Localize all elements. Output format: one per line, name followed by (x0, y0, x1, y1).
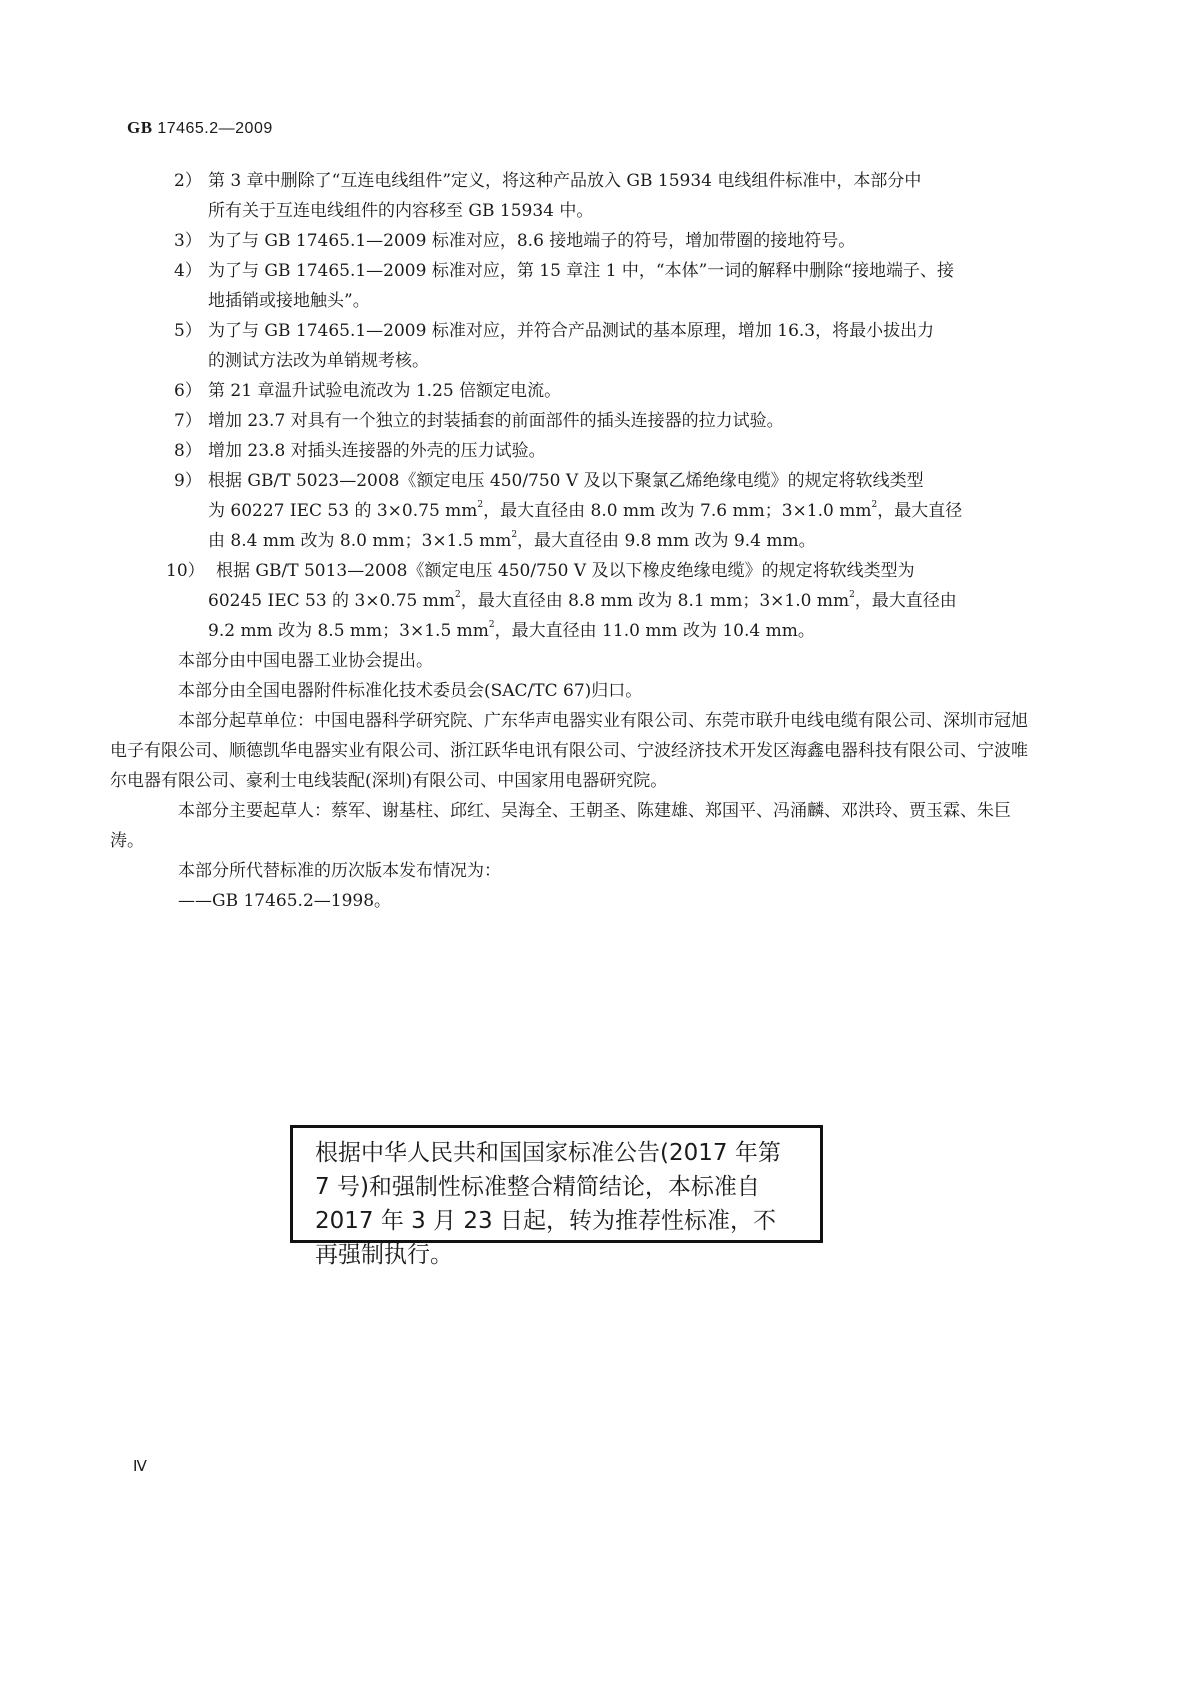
change-item (144, 256, 1044, 316)
paragraph-drafters: 本部分主要起草人：蔡军、谢基柱、邱红、吴海全、王朝圣、陈建雄、郑国平、冯涌麟、邓洪玲、贾玉霖、朱巨涛。 (110, 801, 1011, 851)
item-number: 2） (174, 171, 202, 191)
change-item (144, 226, 1044, 256)
item-line: 为了与 GB 17465.1—2009 标准对应，第 15 章注 1 中，“本体”一词的解释中删除“接地端子、接 (208, 261, 954, 281)
item-line: 为了与 GB 17465.1—2009 标准对应，并符合产品测试的基本原理，增加 16.3，将最小拔出力 (208, 321, 935, 341)
change-item (144, 166, 1044, 226)
item-number: 4） (174, 261, 202, 281)
item-line: 根据 GB/T 5023—2008《额定电压 450/750 V 及以下聚氯乙烯绝缘电缆》的规定将软线类型 (208, 471, 924, 491)
superscript: 2 (477, 500, 484, 511)
paragraph-centralized: 本部分由全国电器附件标准化技术委员会(SAC/TC 67)归口。 (178, 681, 643, 701)
page-number: Ⅳ (133, 1459, 147, 1475)
item-number: 3） (174, 231, 202, 251)
text-segment: ，最大直径由 (854, 591, 957, 611)
superscript: 2 (871, 500, 878, 511)
item-number: 10） (166, 561, 205, 581)
text-segment: 由 8.4 mm 改为 8.0 mm；3×1.5 mm (208, 531, 512, 551)
superscript: 2 (488, 620, 495, 631)
change-item-9 (144, 466, 1044, 556)
item-line: 的测试方法改为单销规考核。 (208, 351, 429, 371)
text-segment: 9.2 mm 改为 8.5 mm；3×1.5 mm (208, 621, 489, 641)
text-segment: ，最大直径由 8.8 mm 改为 8.1 mm；3×1.0 mm (460, 591, 850, 611)
item-line: 根据 GB/T 5013—2008《额定电压 450/750 V 及以下橡皮绝缘电缆》的规定将软线类型为 (216, 561, 915, 581)
change-item (144, 436, 1044, 466)
item-line (208, 616, 1044, 646)
item-line (208, 586, 1044, 616)
change-list (144, 166, 1044, 466)
document-header (127, 118, 273, 138)
item-line: 第 3 章中删除了“互连电线组件”定义，将这种产品放入 GB 15934 电线组件标准中，本部分中 (208, 171, 922, 191)
change-item (144, 376, 1044, 406)
text-segment: ，最大直径由 11.0 mm 改为 10.4 mm。 (494, 621, 815, 641)
item-number: 6） (174, 381, 202, 401)
paragraph-history-item: ——GB 17465.2—1998。 (178, 891, 392, 911)
change-item (144, 406, 1044, 436)
text-segment: 为 60227 IEC 53 的 3×0.75 mm (208, 501, 478, 521)
document-body (110, 166, 1044, 916)
item-line: 第 21 章温升试验电流改为 1.25 倍额定电流。 (208, 381, 562, 401)
paragraph-drafting-units: 本部分起草单位：中国电器科学研究院、广东华声电器实业有限公司、东莞市联升电线电缆有限公司、深圳市冠旭电子有限公司、顺德凯华电器实业有限公司、浙江跃华电讯有限公司、宁波经济技术开发区海鑫电器科技有限公司、宁波唯尔电器有限公司、豪利士电线装配(深圳)有限公司、中国家用电器研究院。 (110, 711, 1028, 791)
item-line (208, 526, 1044, 556)
change-item-10 (144, 556, 1044, 646)
change-item (144, 316, 1044, 376)
item-line: 增加 23.7 对具有一个独立的封装插套的前面部件的插头连接器的拉力试验。 (208, 411, 784, 431)
item-line: 地插销或接地触头”。 (208, 291, 370, 311)
item-number: 7） (174, 411, 202, 431)
item-line: 增加 23.8 对插头连接器的外壳的压力试验。 (208, 441, 546, 461)
text-segment: ，最大直径 (877, 501, 963, 521)
item-number: 5） (174, 321, 202, 341)
item-line: 为了与 GB 17465.1—2009 标准对应，8.6 接地端子的符号，增加带圈的接地符号。 (208, 231, 856, 251)
header-number: 17465.2—2009 (157, 120, 273, 137)
text-segment: 60245 IEC 53 的 3×0.75 mm (208, 591, 456, 611)
text-segment: ，最大直径由 9.8 mm 改为 9.4 mm。 (517, 531, 816, 551)
superscript: 2 (511, 530, 518, 541)
item-number: 8） (174, 441, 202, 461)
item-line: 所有关于互连电线组件的内容移至 GB 15934 中。 (208, 201, 594, 221)
text-segment: ，最大直径由 8.0 mm 改为 7.6 mm；3×1.0 mm (483, 501, 872, 521)
superscript: 2 (455, 590, 461, 601)
paragraph-proposed: 本部分由中国电器工业协会提出。 (178, 651, 433, 671)
notice-box: 根据中华人民共和国国家标准公告(2017 年第 7 号)和强制性标准整合精简结论，本标准自 2017 年 3 月 23 日起，转为推荐性标准，不再强制执行。 (290, 1125, 823, 1243)
item-line (208, 496, 1044, 526)
item-number: 9） (174, 471, 202, 491)
header-prefix: GB (127, 118, 153, 137)
paragraph-history-intro: 本部分所代替标准的历次版本发布情况为： (178, 861, 501, 881)
superscript: 2 (849, 590, 855, 601)
